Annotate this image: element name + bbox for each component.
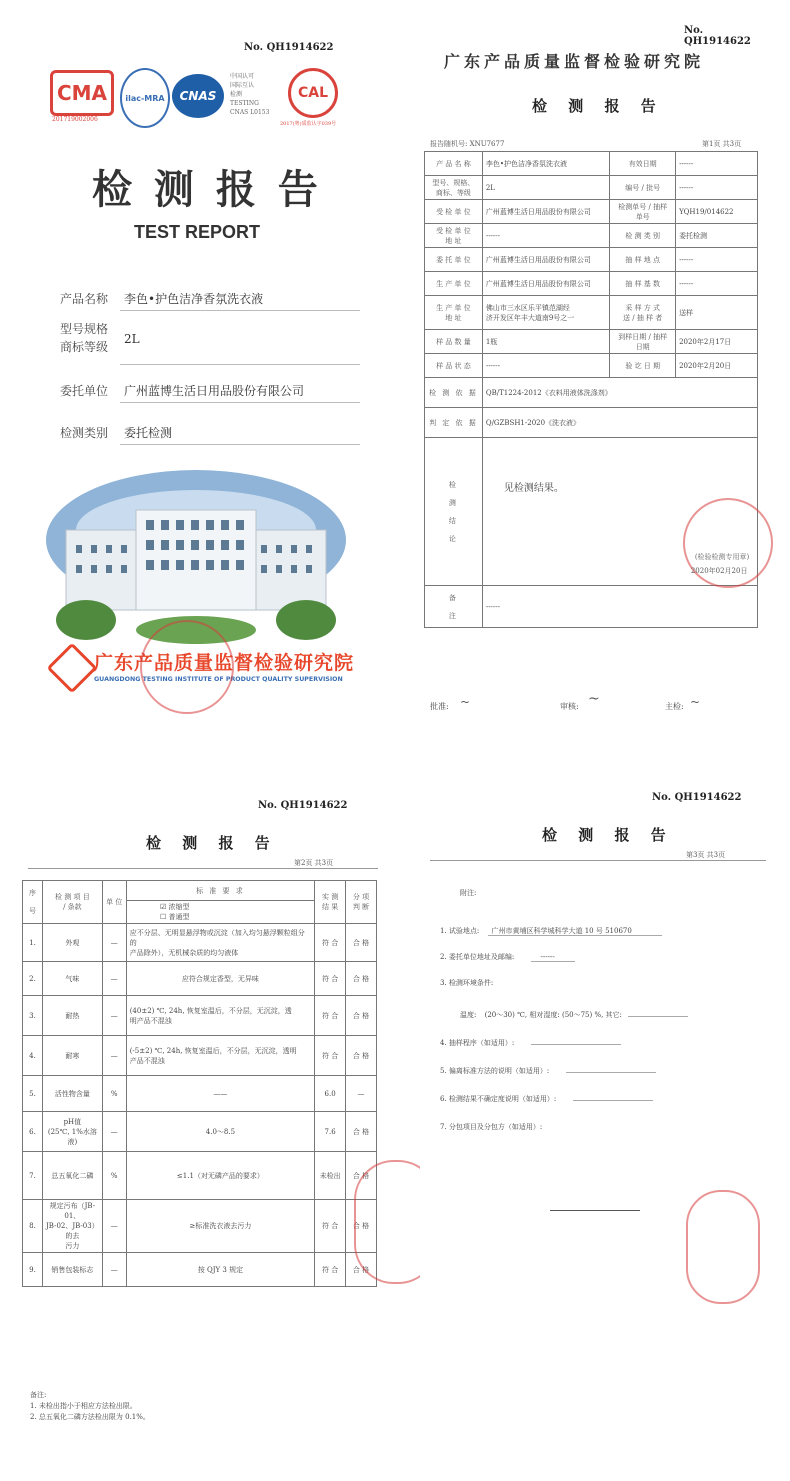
info-label: 样 品 状 态 (425, 354, 483, 378)
annex-item-label: 7. 分包项目及分包方（如适用）: (440, 1123, 543, 1131)
seq-cell: 3. (23, 996, 43, 1036)
approver-label: 批准: (430, 702, 449, 711)
info-value: 2020年2月20日 (676, 354, 758, 378)
client-unit: 广州蓝博生活日用品股份有限公司 (124, 384, 305, 398)
col-std: 标 准 要 求 (126, 881, 314, 901)
judge-cell: 合 格 (346, 996, 377, 1036)
info-row (425, 152, 758, 176)
annex-label: 附注: (460, 889, 477, 897)
item-cell: 气味 (42, 962, 102, 996)
cal-logo: CAL (288, 68, 338, 118)
cover-institute-en: GUANGDONG TESTING INSTITUTE OF PRODUCT QUALITY SUPERVISION (94, 676, 343, 683)
field-label: 型号规格 商标等级 (60, 322, 109, 354)
col-item: 检 测 项 目 / 条款 (42, 881, 102, 924)
info-row (425, 354, 758, 378)
test-row (23, 1076, 377, 1112)
annex-blank (573, 1100, 653, 1101)
judge-cell: 合 格 (346, 1152, 377, 1200)
result-cell: 符 合 (315, 1200, 346, 1253)
seq-cell: 9. (23, 1253, 43, 1287)
info-label: 型号、规格、 商标、等级 (425, 176, 483, 200)
info-value: 2020年2月17日 (676, 330, 758, 354)
conclusion-date: 2020年02月20日 (690, 567, 748, 575)
annex-item-value: 广州市黄埔区科学城科学大道 10 号 510670 (488, 927, 662, 936)
model-spec: 2L (124, 332, 140, 346)
item-cell: 规定污布（JB-01、 JB-02、JB-03）的去 污力 (42, 1200, 102, 1253)
test-row (23, 962, 377, 996)
info-value: 广州蓝博生活日用品股份有限公司 (482, 248, 609, 272)
std-cell: (-5±2) ℃, 24h, 恢复室温后，不分层，无沉淀，透明 产品不混浊 (126, 1036, 314, 1076)
unit-cell: % (102, 1076, 126, 1112)
annex-item-label: 1. 试验地点: (440, 927, 480, 935)
info-label: 产 品 名 称 (425, 152, 483, 176)
conclusion-row (425, 438, 758, 586)
field-underline (120, 364, 360, 365)
test-row (23, 1112, 377, 1152)
page2-rule (28, 868, 378, 869)
remark-row (425, 586, 758, 628)
annex-item-2 (440, 952, 575, 962)
cnas-logo: CNAS (172, 74, 224, 118)
field-underline (120, 310, 360, 311)
annex-item-3 (440, 978, 493, 988)
report-page-3 (420, 780, 770, 1320)
page3-stamp (686, 1190, 760, 1304)
conclusion-value: 见检测结果。 (503, 483, 564, 494)
ilac-logo: ilac-MRA (120, 68, 170, 128)
judge-cell: 合 格 (346, 1036, 377, 1076)
std-cell: (40±2) ℃, 24h, 恢复室温后，不分层，无沉淀，透 明产品不混浊 (126, 996, 314, 1036)
annex-blank (566, 1072, 656, 1073)
note-1: 1. 未检出指小于相应方法检出限。 (30, 1402, 137, 1410)
product-name: 李色•护色洁净香氛洗衣液 (124, 292, 264, 306)
page-info: 第2页 共3页 (294, 859, 334, 867)
unit-cell: % (102, 1152, 126, 1200)
main-inspector-label: 主检: (665, 702, 684, 711)
std-cell: 应符合规定香型，无异味 (126, 962, 314, 996)
reviewer-signature: ~ (588, 691, 600, 707)
info-label: 抽 样 基 数 (610, 272, 676, 296)
seq-cell: 7. (23, 1152, 43, 1200)
approver-signature: ~ (460, 695, 471, 709)
item-cell: 总五氧化二磷 (42, 1152, 102, 1200)
annex-item-label: 3. 检测环境条件: (440, 979, 494, 987)
info-value: ------ (482, 354, 609, 378)
remark-value: ------ (482, 586, 757, 628)
info-value: 李色•护色洁净香氛洗衣液 (482, 152, 609, 176)
cover-title-cn: 检 测 报 告 (92, 166, 322, 213)
test-row (23, 924, 377, 962)
item-cell: 耐热 (42, 996, 102, 1036)
info-value: ------ (676, 152, 758, 176)
info-value: ------ (676, 248, 758, 272)
unit-cell: — (102, 1200, 126, 1253)
unit-cell: — (102, 924, 126, 962)
std-cell: —— (126, 1076, 314, 1112)
judge-cell: 合 格 (346, 924, 377, 962)
info-row (425, 176, 758, 200)
info-value: ------ (676, 272, 758, 296)
test-row (23, 1200, 377, 1253)
info-value: 佛山市三水区乐平镇范湖经 济开发区年丰大道南9号之一 (482, 296, 609, 330)
item-cell: 外观 (42, 924, 102, 962)
cnas-text: 中国认可 国际互认 检测 TESTING CNAS L0153 (230, 73, 270, 116)
judge-row (425, 408, 758, 438)
report-number: No. QH1914622 (684, 25, 751, 47)
std-cell: ≥标准洗衣液去污力 (126, 1200, 314, 1253)
info-label: 有效日期 (610, 152, 676, 176)
env-conditions: (20～30) ℃, 相对湿度: (50～75) %, 其它: (484, 1011, 622, 1019)
info-row (425, 200, 758, 224)
notes-title: 备注: (30, 1391, 47, 1399)
page2-title: 检 测 报 告 (146, 834, 278, 852)
info-label: 受 检 单 位 地 址 (425, 224, 483, 248)
annex-item-label: 4. 抽样程序（如适用）: (440, 1039, 515, 1047)
std-cell: 按 QJY 3 规定 (126, 1253, 314, 1287)
report-number: No. QH1914622 (652, 792, 742, 803)
field-label: 产品名称 (60, 292, 109, 306)
page3-rule (430, 860, 766, 861)
info-label: 到样日期 / 抽样 日期 (610, 330, 676, 354)
info-value: 1瓶 (482, 330, 609, 354)
cma-code: 201719002006 (52, 116, 98, 123)
env-temp-label: 温度: (460, 1011, 477, 1019)
item-cell: 活性物含量 (42, 1076, 102, 1112)
main-inspector-signature: ~ (690, 695, 701, 709)
annex-item-7 (440, 1122, 542, 1132)
cma-logo: CMA (50, 70, 114, 116)
info-row (425, 224, 758, 248)
std-regular-checkbox: ☐ 普通型 (159, 913, 190, 921)
conclusion-label: 检 测 结 论 (425, 438, 483, 586)
page3-title: 检 测 报 告 (542, 826, 674, 844)
unit-cell: — (102, 962, 126, 996)
info-label: 生 产 单 位 地 址 (425, 296, 483, 330)
seq-cell: 6. (23, 1112, 43, 1152)
info-label: 受 检 单 位 (425, 200, 483, 224)
info-label: 编号 / 批号 (610, 176, 676, 200)
info-label: 生 产 单 位 (425, 272, 483, 296)
info-label: 委 托 单 位 (425, 248, 483, 272)
std-concentrated-checkbox: ☑ 浓缩型 (159, 903, 190, 911)
info-row (425, 296, 758, 330)
info-row (425, 330, 758, 354)
seq-cell: 4. (23, 1036, 43, 1076)
result-cell: 未检出 (315, 1152, 346, 1200)
page-info: 第1页 共3页 (702, 140, 742, 148)
test-row (23, 1253, 377, 1287)
col-unit: 单 位 (102, 881, 126, 924)
report-number: No. QH1914622 (244, 42, 334, 53)
result-cell: 符 合 (315, 924, 346, 962)
report-number: No. QH1914622 (258, 800, 348, 811)
page2-notes (30, 1390, 150, 1423)
annex-blank (531, 1044, 621, 1045)
info-value: 广州蓝博生活日用品股份有限公司 (482, 200, 609, 224)
test-row (23, 1152, 377, 1200)
cover-stamp (140, 620, 234, 714)
field-underline (120, 444, 360, 445)
report-page-1 (420, 15, 765, 735)
basis-label: 检 测 依 据 (425, 378, 483, 408)
info-label: 检测单号 / 抽样 单号 (610, 200, 676, 224)
std-cell: 应不分层、无明显悬浮物或沉淀（加入均匀悬浮颗粒组分的 产品除外），无机械杂质的均匀液体 (126, 924, 314, 962)
item-cell: 销售包装标志 (42, 1253, 102, 1287)
page1-title: 检 测 报 告 (532, 97, 664, 115)
annex-item-6 (440, 1094, 653, 1104)
remark-label: 备 注 (425, 586, 483, 628)
info-label: 采 样 方 式 送 / 抽 样 者 (610, 296, 676, 330)
info-label: 抽 样 地 点 (610, 248, 676, 272)
basis-value: QB/T1224-2012《衣料用液体洗涤剂》 (482, 378, 757, 408)
result-cell: 符 合 (315, 962, 346, 996)
test-row (23, 1036, 377, 1076)
judge-cell: 合 格 (346, 1253, 377, 1287)
field-label: 委托单位 (60, 384, 109, 398)
info-value: 委托检测 (676, 224, 758, 248)
unit-cell: — (102, 1036, 126, 1076)
unit-cell: — (102, 1112, 126, 1152)
annex-item-label: 2. 委托单位地址及邮编: (440, 953, 515, 961)
std-type-cell (126, 901, 314, 924)
seq-cell: 5. (23, 1076, 43, 1112)
conclusion-cell (482, 438, 757, 586)
conclusion-stamp-text: (检验检测专用章) (694, 553, 750, 561)
receipt-no: 报告随机号: XNU7677 (430, 140, 505, 148)
cover-title-en: TEST REPORT (134, 222, 261, 242)
env-other-blank (628, 1016, 688, 1017)
institute-q-logo (47, 643, 98, 694)
judge-value: Q/GZBSH1-2020《洗衣液》 (482, 408, 757, 438)
info-value: ------ (676, 176, 758, 200)
judge-cell: 合 格 (346, 962, 377, 996)
result-cell: 7.6 (315, 1112, 346, 1152)
info-label: 样 品 数 量 (425, 330, 483, 354)
report-page-2 (20, 790, 390, 1470)
col-judge: 分 项 判 断 (346, 881, 377, 924)
annex-item-4 (440, 1038, 621, 1048)
basis-row (425, 378, 758, 408)
test-category: 委托检测 (124, 426, 173, 440)
info-value: 2L (482, 176, 609, 200)
test-results-table (22, 880, 377, 1287)
info-label: 检 测 类 别 (610, 224, 676, 248)
note-2: 2. 总五氧化二磷方法检出限为 0.1%。 (30, 1413, 150, 1421)
judge-cell: — (346, 1076, 377, 1112)
annex-env-row (460, 1010, 688, 1020)
judge-label: 判 定 依 据 (425, 408, 483, 438)
info-label: 验 讫 日 期 (610, 354, 676, 378)
annex-item-5 (440, 1066, 656, 1076)
col-result: 实 测 结 果 (315, 881, 346, 924)
result-cell: 符 合 (315, 1036, 346, 1076)
unit-cell: — (102, 1253, 126, 1287)
cover-page (30, 30, 370, 730)
col-seq: 序 号 (23, 881, 43, 924)
result-cell: 符 合 (315, 1253, 346, 1287)
item-cell: 耐寒 (42, 1036, 102, 1076)
seq-cell: 8. (23, 1200, 43, 1253)
reviewer-label: 审核: (560, 702, 579, 711)
unit-cell: — (102, 996, 126, 1036)
annex-item-value: ------ (531, 953, 575, 962)
cal-code: 2017(粤)质监认字039号 (280, 121, 337, 127)
field-underline (120, 402, 360, 403)
result-cell: 6.0 (315, 1076, 346, 1112)
seq-cell: 2. (23, 962, 43, 996)
annex-item-label: 5. 偏离标准方法的说明（如适用）: (440, 1067, 550, 1075)
annex-item-label: 6. 检测结果不确定度说明（如适用）: (440, 1095, 557, 1103)
info-value: 送样 (676, 296, 758, 330)
info-value: ------ (482, 224, 609, 248)
test-row (23, 996, 377, 1036)
judge-cell: 合 格 (346, 1112, 377, 1152)
page1-info-table (424, 151, 758, 628)
std-cell: 4.0～8.5 (126, 1112, 314, 1152)
info-value: YQH19/014622 (676, 200, 758, 224)
info-row (425, 248, 758, 272)
cover-institute-cn: 广东产品质量监督检验研究院 (94, 652, 355, 674)
result-cell: 符 合 (315, 996, 346, 1036)
page-info: 第3页 共3页 (686, 851, 726, 859)
info-row (425, 272, 758, 296)
page1-institute: 广东产品质量监督检验研究院 (444, 52, 705, 71)
std-cell: ≤1.1（对无磷产品的要求） (126, 1152, 314, 1200)
field-label: 检测类别 (60, 426, 109, 440)
judge-cell: 合 格 (346, 1200, 377, 1253)
page3-end-rule (550, 1210, 640, 1211)
item-cell: pH值 (25℃, 1%水溶液) (42, 1112, 102, 1152)
annex-item-1 (440, 926, 662, 936)
info-value: 广州蓝博生活日用品股份有限公司 (482, 272, 609, 296)
seq-cell: 1. (23, 924, 43, 962)
